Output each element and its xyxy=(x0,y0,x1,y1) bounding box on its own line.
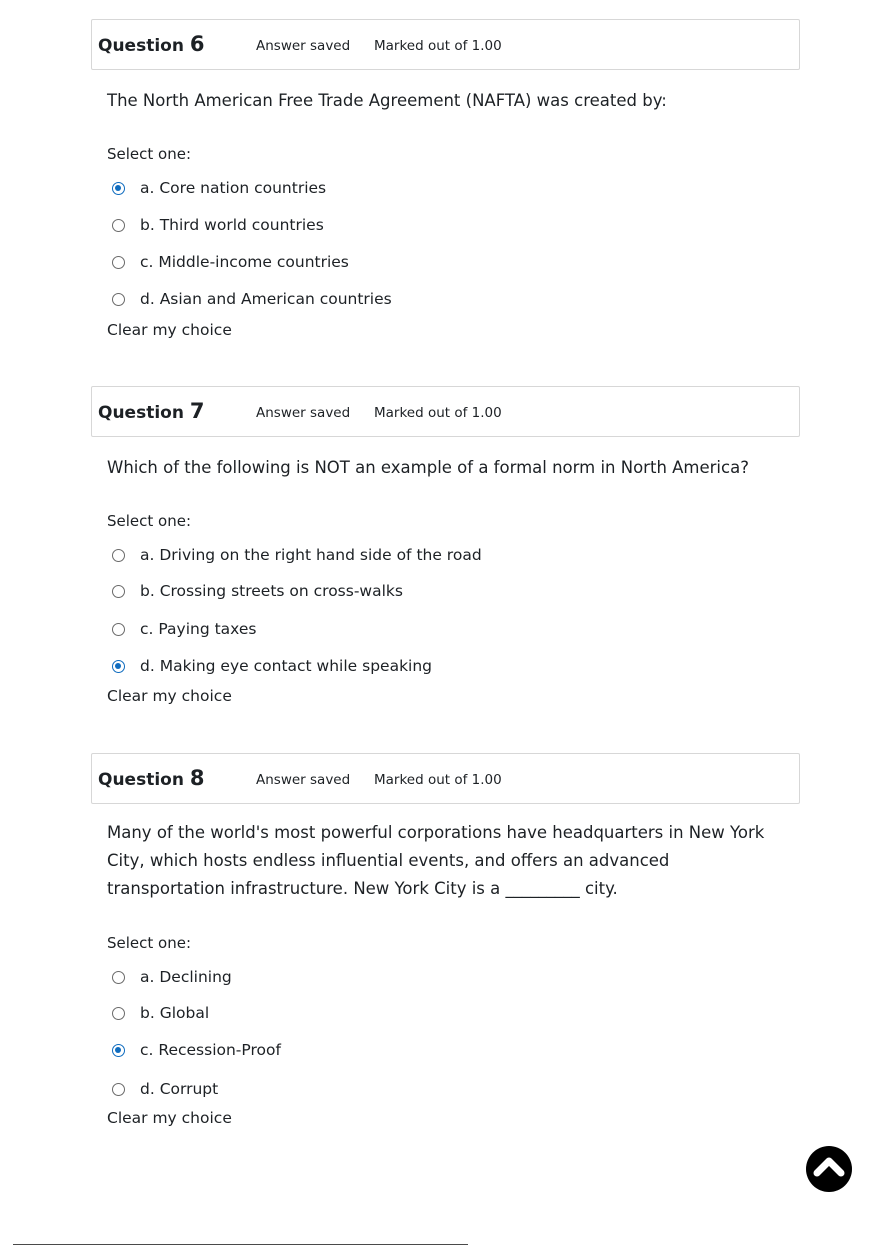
option-label: d. Corrupt xyxy=(140,1080,219,1098)
option-c[interactable] xyxy=(112,251,349,273)
question-grade: Marked out of 1.00 xyxy=(374,772,502,788)
radio-icon[interactable] xyxy=(112,1007,125,1020)
radio-icon[interactable] xyxy=(112,256,125,269)
question-text: Which of the following is NOT an example of a formal norm in North America? xyxy=(107,458,749,477)
question-text: The North American Free Trade Agreement (NAFTA) was created by: xyxy=(107,91,667,110)
option-label: c. Paying taxes xyxy=(140,620,257,638)
option-label: a. Declining xyxy=(140,968,232,986)
question-number: 8 xyxy=(189,766,205,790)
option-label: a. Driving on the right hand side of the road xyxy=(140,546,482,564)
option-a[interactable] xyxy=(112,544,482,566)
divider xyxy=(13,1244,468,1245)
question-title-prefix: Question xyxy=(98,36,184,56)
question-header xyxy=(91,386,800,437)
question-title-prefix: Question xyxy=(98,770,184,790)
radio-icon[interactable] xyxy=(112,1083,125,1096)
option-label: a. Core nation countries xyxy=(140,179,327,197)
option-label: c. Middle-income countries xyxy=(140,253,349,271)
option-c[interactable] xyxy=(112,618,256,640)
answer-state: Answer saved xyxy=(256,405,351,421)
radio-icon[interactable] xyxy=(112,549,125,562)
option-label: d. Making eye contact while speaking xyxy=(140,657,433,675)
select-one-label: Select one: xyxy=(107,934,192,952)
option-d[interactable] xyxy=(112,288,392,310)
clear-choice-link[interactable]: Clear my choice xyxy=(107,687,232,705)
clear-choice-link[interactable]: Clear my choice xyxy=(107,1109,232,1127)
option-c[interactable] xyxy=(112,1039,281,1061)
question-text: Many of the world's most powerful corporations have headquarters in New York City, which hosts endless influential events, and offers an advanced transportation infrastructure. New York City is a _________ city. xyxy=(107,823,765,898)
answer-state: Answer saved xyxy=(256,772,351,788)
radio-icon[interactable] xyxy=(112,585,125,598)
option-b[interactable] xyxy=(112,1002,209,1024)
question-number: 7 xyxy=(189,399,205,423)
radio-icon[interactable] xyxy=(112,971,125,984)
option-d[interactable] xyxy=(112,655,432,677)
arrow-up-icon xyxy=(806,1146,852,1192)
option-label: b. Crossing streets on cross-walks xyxy=(140,582,403,600)
question-title xyxy=(98,766,205,790)
option-label: d. Asian and American countries xyxy=(140,290,392,308)
radio-icon[interactable] xyxy=(112,219,125,232)
option-a[interactable] xyxy=(112,177,326,199)
option-label: c. Recession-Proof xyxy=(140,1041,281,1059)
radio-selected-icon[interactable] xyxy=(112,1044,125,1057)
question-header xyxy=(91,19,800,70)
option-d[interactable] xyxy=(112,1078,218,1100)
question-header xyxy=(91,753,800,804)
option-label: b. Global xyxy=(140,1004,210,1022)
radio-icon[interactable] xyxy=(112,623,125,636)
question-title xyxy=(98,32,205,56)
option-b[interactable] xyxy=(112,214,324,236)
radio-selected-icon[interactable] xyxy=(112,182,125,195)
radio-icon[interactable] xyxy=(112,293,125,306)
question-title xyxy=(98,399,205,423)
question-grade: Marked out of 1.00 xyxy=(374,38,502,54)
option-b[interactable] xyxy=(112,580,403,602)
question-grade: Marked out of 1.00 xyxy=(374,405,502,421)
answer-state: Answer saved xyxy=(256,38,351,54)
select-one-label: Select one: xyxy=(107,145,192,163)
back-to-top-button[interactable] xyxy=(806,1146,852,1192)
option-a[interactable] xyxy=(112,966,232,988)
select-one-label: Select one: xyxy=(107,512,192,530)
option-label: b. Third world countries xyxy=(140,216,324,234)
radio-selected-icon[interactable] xyxy=(112,660,125,673)
question-number: 6 xyxy=(189,32,205,56)
clear-choice-link[interactable]: Clear my choice xyxy=(107,321,232,339)
question-title-prefix: Question xyxy=(98,403,184,423)
